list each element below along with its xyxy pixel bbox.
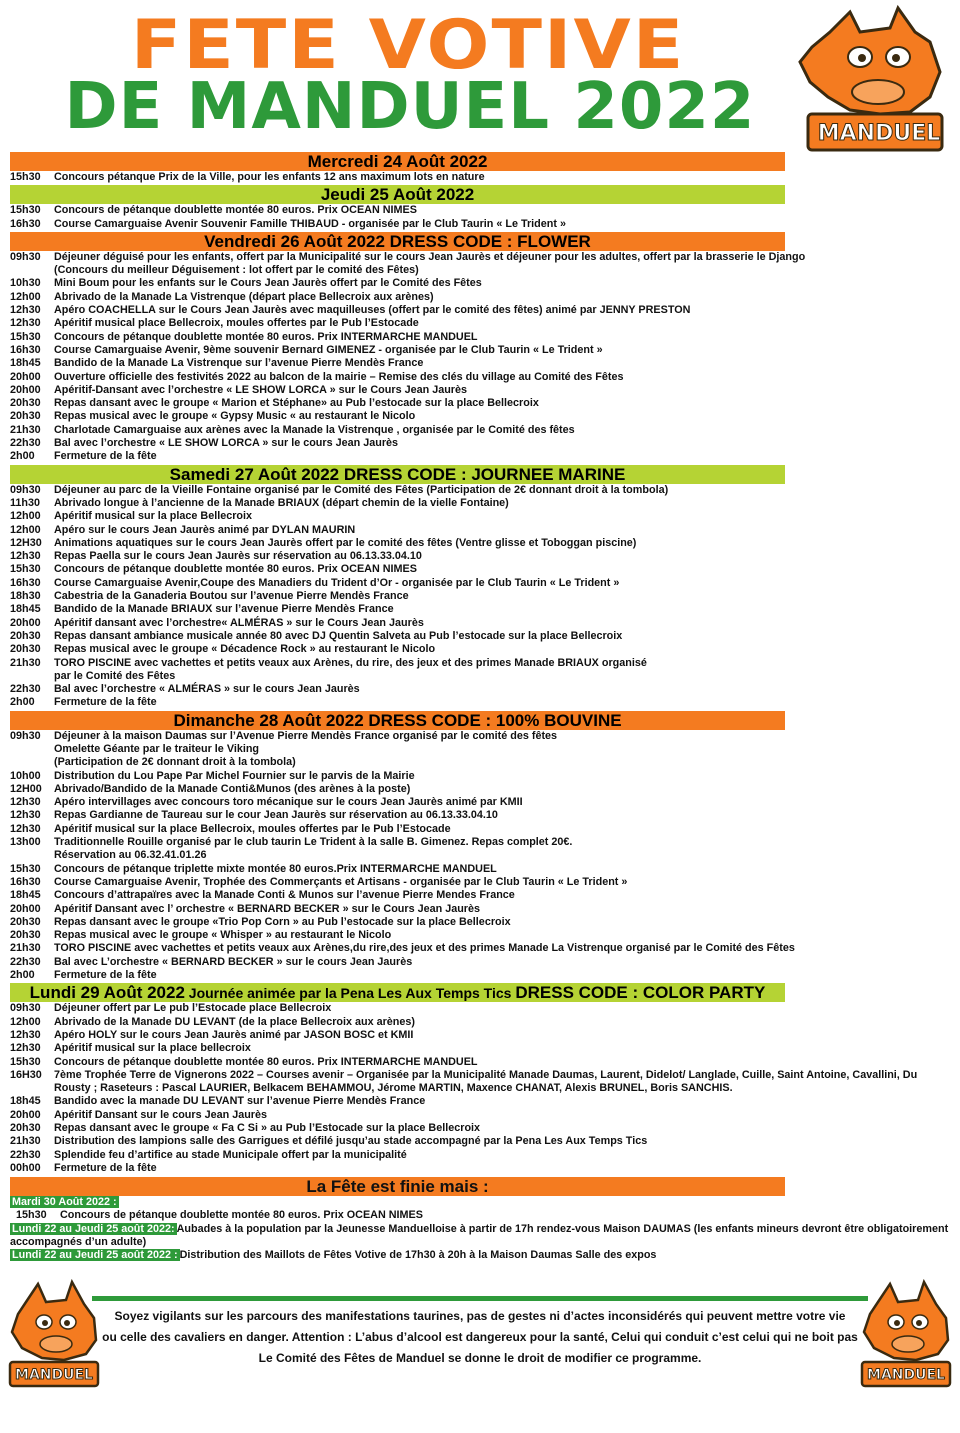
event-row — [10, 1095, 950, 1108]
event-text: Apéritif Dansant sur le cours Jean Jaurès — [54, 1108, 268, 1121]
event-row — [10, 1029, 950, 1042]
event-time: 10h30 — [10, 277, 41, 290]
event-time — [10, 264, 54, 277]
day-header — [10, 185, 785, 204]
event-text: Déjeuner déguisé pour les enfants, offert par la Municipalité sur le cours Jean Jaurès et déjeuner pour les adultes, offert par la brasserie le Django — [54, 250, 806, 263]
finale-text: Distribution des Maillots de Fêtes Votive de 17h30 à 20h à la Maison Daumas Salle des expos — [179, 1249, 657, 1262]
event-row — [10, 809, 950, 822]
event-time: 15h30 — [10, 204, 41, 217]
event-row — [10, 1002, 950, 1015]
event-row — [10, 1209, 950, 1222]
event-time: 22h30 — [10, 1148, 41, 1161]
event-row — [10, 384, 950, 397]
event-text: Apéritif Dansant avec l’ orchestre « BERNARD BECKER » sur le Cours Jean Jaurès — [54, 902, 481, 915]
event-time: 09h30 — [10, 483, 41, 496]
event-text: Bandido de la Manade La Vistrenque sur l’avenue Pierre Mendès France — [54, 357, 424, 370]
event-row — [10, 550, 950, 563]
event-row — [10, 849, 950, 862]
event-row — [10, 683, 950, 696]
event-text: Course Camarguaise Avenir,Coupe des Manadiers du Trident d’Or - organisée par le Club Taurin « Le Trident » — [54, 576, 620, 589]
event-time: 21h30 — [10, 942, 41, 955]
event-row — [10, 304, 950, 317]
event-row — [10, 437, 950, 450]
event-time: 12h30 — [10, 304, 41, 317]
event-text: Ouverture officielle des festivités 2022 au balcon de la mairie – Remise des clés du village au Comité des Fêtes — [54, 370, 624, 383]
day-header — [10, 232, 785, 251]
day-dress-code: DRESS CODE : COLOR PARTY — [515, 983, 766, 1003]
event-text: Concours de pétanque doublette montée 80 euros. Prix OCEAN NIMES — [54, 563, 417, 576]
event-text: Abrivado de la Manade DU LEVANT (de la place Bellecroix aux arènes) — [54, 1015, 416, 1028]
event-row — [10, 863, 950, 876]
day-title: Samedi 27 Août 2022 DRESS CODE : JOURNEE MARINE — [169, 464, 626, 484]
event-row — [10, 1149, 950, 1162]
event-time: 15h30 — [10, 862, 41, 875]
event-time: 22h30 — [10, 437, 41, 450]
event-text: par le Comité des Fêtes — [54, 669, 176, 682]
event-time: 12h30 — [10, 822, 41, 835]
event-time: 12h00 — [10, 290, 41, 303]
event-row — [10, 397, 950, 410]
finale-date-label: Lundi 22 au Jeudi 25 août 2022: — [12, 1222, 175, 1235]
event-row — [10, 670, 950, 683]
event-time: 20h30 — [10, 643, 41, 656]
event-time: 15h30 — [10, 330, 41, 343]
event-time: 18h30 — [10, 590, 41, 603]
event-row — [10, 969, 950, 982]
event-time: 20h00 — [10, 370, 41, 383]
event-time: 12H00 — [10, 782, 42, 795]
event-row — [10, 317, 950, 330]
event-row — [10, 696, 950, 709]
event-row — [10, 357, 950, 370]
event-time: 16h30 — [10, 875, 41, 888]
day-title: Lundi 29 Août 2022 — [29, 983, 185, 1003]
event-row — [10, 497, 950, 510]
event-text: Repas musical avec le groupe « Gypsy Music « au restaurant le Nicolo — [54, 410, 416, 423]
event-time: 20h30 — [10, 929, 41, 942]
event-text: Concours pétanque Prix de la Ville, pour les enfants 12 ans maximum lots en nature — [54, 171, 485, 183]
finale-date-label: Mardi 30 Août 2022 : — [12, 1196, 117, 1209]
event-text: Concours de pétanque doublette montée 80 euros. Prix OCEAN NIMES — [54, 204, 417, 217]
event-row — [10, 264, 950, 277]
event-time: 12h30 — [10, 1028, 41, 1041]
event-text: Bal avec l’orchestre « LE SHOW LORCA » sur le cours Jean Jaurès — [54, 437, 399, 450]
event-row — [10, 277, 950, 290]
bull-logo-bottom-left — [4, 1278, 104, 1388]
day-header — [10, 983, 785, 1002]
event-text: Course Camarguaise Avenir, Trophée des Commerçants et Artisans - organisée par le Club Taurin « Le Trident » — [54, 875, 628, 888]
event-time: 20h00 — [10, 616, 41, 629]
event-time: 12h30 — [10, 796, 41, 809]
event-text: Bandido de la Manade BRIAUX sur l’avenue Pierre Mendès France — [54, 603, 394, 616]
event-row — [10, 484, 950, 497]
event-text: Concours de pétanque doublette montée 80 euros. Prix INTERMARCHE MANDUEL — [54, 330, 478, 343]
event-time: 22h30 — [10, 955, 41, 968]
event-time: 15h30 — [10, 563, 41, 576]
event-time: 15h30 — [16, 1209, 47, 1222]
day-title: Vendredi 26 Août 2022 DRESS CODE : FLOWER — [204, 231, 591, 251]
event-text: Repas dansant ambiance musicale année 80 avec DJ Quentin Salveta au Pub l’estocade sur la place Bellecroix — [54, 629, 623, 642]
event-text: Abrivado de la Manade La Vistrenque (départ place Bellecroix aux arènes) — [54, 290, 434, 303]
program-list — [10, 151, 950, 1263]
event-time: 18h45 — [10, 603, 41, 616]
event-text: Apéro sur le cours Jean Jaurès animé par DYLAN MAURIN — [54, 523, 356, 536]
event-time: 20h00 — [10, 902, 41, 915]
event-row — [10, 563, 950, 576]
event-row — [10, 756, 950, 769]
event-row — [10, 1135, 950, 1148]
footer-divider — [92, 1296, 868, 1301]
event-time: 21h30 — [10, 1135, 41, 1148]
event-text: Apéritif-Dansant avec l’orchestre « LE SHOW LORCA » sur le Cours Jean Jaurès — [54, 383, 468, 396]
event-time: 20h30 — [10, 397, 41, 410]
event-text: Apéritif musical place Bellecroix, moules offertes par le Pub l’Estocade — [54, 317, 419, 330]
event-text: Abrivado longue à l’ancienne de la Manade BRIAUX (départ chemin de la vielle Fontaine) — [54, 496, 509, 509]
event-time: 21h30 — [10, 656, 41, 669]
event-text: Déjeuner au parc de la Vieille Fontaine organisé par le Comité des Fêtes (Participation de 2€ donnant droit à la tombola) — [54, 483, 669, 496]
event-row — [10, 630, 950, 643]
event-row — [10, 537, 950, 550]
event-text: Apéritif dansant avec l’orchestre« ALMÉRAS » sur le Cours Jean Jaurès — [54, 616, 424, 629]
event-row — [10, 823, 950, 836]
event-text: Traditionnelle Rouille organisé par le club taurin Le Trident à la salle B. Gimenez. Repas complet 20€. — [54, 836, 573, 849]
event-text: Bal avec l’orchestre « ALMÉRAS » sur le cours Jean Jaurès — [54, 683, 360, 696]
event-text: Apéritif musical sur la place bellecroix — [54, 1042, 251, 1055]
event-time: 13h00 — [10, 836, 41, 849]
event-time: 00h00 — [10, 1161, 41, 1174]
footer-line: Le Comité des Fêtes de Manduel se donne le droit de modifier ce programme. — [258, 1351, 702, 1365]
event-row — [10, 730, 950, 743]
event-row — [10, 1162, 950, 1175]
day-subtitle: Journée animée par la Pena Les Aux Temps Tics — [184, 985, 516, 1002]
event-row — [10, 510, 950, 523]
event-time: 12h30 — [10, 1042, 41, 1055]
poster-title-line2: DE MANDUEL 2022 — [64, 70, 756, 144]
event-row — [10, 1069, 950, 1096]
event-text: Charlotade Camarguaise aux arènes avec la Manade la Vistrenque , organisée par le Comité des fêtes — [54, 423, 575, 436]
event-row — [10, 1109, 950, 1122]
logo-text: MANDUEL — [867, 1367, 945, 1383]
event-row — [10, 424, 950, 437]
event-row — [10, 590, 950, 603]
event-time — [10, 743, 54, 756]
event-time: 12h00 — [10, 1015, 41, 1028]
event-text: Splendide feu d’artifice au stade Municipale offert par la municipalité — [54, 1148, 407, 1161]
event-text: Apéritif musical sur la place Bellecroix — [54, 510, 253, 523]
event-row — [10, 836, 950, 849]
event-time: 20h00 — [10, 383, 41, 396]
event-text: Apéro COACHELLA sur le Cours Jean Jaurès avec maquilleuses (offert par le comité des fêtes) animé par JENNY PRESTON — [54, 304, 691, 317]
event-text: Repas dansant avec le groupe « Fa C Si » au Pub l’Estocade sur la place Bellecroix — [54, 1122, 481, 1134]
event-row — [10, 291, 950, 304]
event-row — [10, 218, 950, 231]
footer-line: Soyez vigilants sur les parcours des manifestations taurines, pas de gestes ni d’actes inconsidérés qui peuvent mettre votre vie — [114, 1309, 846, 1323]
event-time: 20h00 — [10, 1108, 41, 1121]
event-text: Fermeture de la fête — [54, 969, 157, 982]
event-text: (Concours du meilleur Déguisement : lot offert par le comité des Fêtes) — [54, 264, 419, 277]
event-text: Distribution du Lou Pape Par Michel Fournier sur le parvis de la Mairie — [54, 769, 415, 782]
event-text: Course Camarguaise Avenir, 9ème souvenir Bernard GIMENEZ - organisée par le Club Taurin « Le Trident » — [54, 343, 603, 356]
event-text: Fermeture de la fête — [54, 450, 157, 463]
event-text: Déjeuner offert par Le pub l’Estocade place Bellecroix — [54, 1002, 332, 1015]
event-time: 12h00 — [10, 510, 41, 523]
event-time: 15h30 — [10, 1055, 41, 1068]
event-time: 15h30 — [10, 171, 41, 183]
event-time: 16h30 — [10, 343, 41, 356]
event-text: Bal avec L’orchestre « BERNARD BECKER » sur le cours Jean Jaurès — [54, 955, 413, 968]
event-text: Concours de pétanque doublette montée 80 euros. Prix OCEAN NIMES — [60, 1209, 423, 1222]
event-row — [10, 251, 950, 264]
event-row — [10, 916, 950, 929]
event-time: 22h30 — [10, 683, 41, 696]
event-time: 18h45 — [10, 1095, 41, 1108]
poster-title-line1: FETE VOTIVE — [130, 5, 686, 85]
event-time: 09h30 — [10, 250, 41, 263]
event-text: Abrivado/Bandido de la Manade Conti&Munos (des arènes à la poste) — [54, 782, 411, 795]
event-time: 09h30 — [10, 1002, 41, 1015]
finale-item — [10, 1196, 950, 1223]
day-title: Mercredi 24 Août 2022 — [307, 152, 488, 171]
finale-item — [10, 1223, 950, 1250]
event-text: Omelette Géante par le traiteur le Viking — [54, 742, 260, 755]
event-time: 12h30 — [10, 550, 41, 563]
event-time: 18h45 — [10, 889, 41, 902]
event-time: 20h30 — [10, 1122, 41, 1134]
event-time: 20h30 — [10, 410, 41, 423]
day-title: Jeudi 25 Août 2022 — [320, 185, 475, 205]
event-text: Concours d’attrapaïres avec la Manade Conti & Munos sur l’avenue Pierre Mendes France — [54, 889, 515, 902]
event-text: (Participation de 2€ donnant droit à la tombola) — [54, 756, 296, 769]
event-time — [10, 670, 54, 683]
bull-logo-top — [790, 2, 958, 152]
event-time: 20h30 — [10, 915, 41, 928]
event-row — [10, 1042, 950, 1055]
event-text: Mini Boum pour les enfants sur le Cours Jean Jaurès offert par le Comité des Fêtes — [54, 277, 482, 290]
event-time: 12h30 — [10, 809, 41, 822]
event-text: Réservation au 06.32.41.01.26 — [54, 849, 207, 862]
event-text: Repas musical avec le groupe « Décadence Rock » au restaurant le Nicolo — [54, 643, 436, 656]
event-row — [10, 956, 950, 969]
event-time: 21h30 — [10, 423, 41, 436]
event-row — [10, 796, 950, 809]
footer-notice — [100, 1306, 860, 1369]
event-row — [10, 204, 950, 217]
event-text: Concours de pétanque triplette mixte montée 80 euros.Prix INTERMARCHE MANDUEL — [54, 862, 497, 875]
logo-text: MANDUEL — [15, 1367, 93, 1383]
event-row — [10, 942, 950, 955]
event-text: TORO PISCINE avec vachettes et petits veaux aux Arènes,du rire,des jeux et des primes Manade La Vistrenque organisé par le Comité des Fêtes — [54, 942, 795, 955]
event-text: Bandido avec la manade DU LEVANT sur l’avenue Pierre Mendès France — [54, 1095, 426, 1108]
event-text: Fermeture de la fête — [54, 696, 157, 709]
event-text: Apéritif musical sur la place Bellecroix, moules offertes par le Pub l’Estocade — [54, 822, 451, 835]
bull-logo-bottom-right — [856, 1278, 956, 1388]
event-text: Fermeture de la fête — [54, 1161, 157, 1174]
day-header — [10, 465, 785, 484]
day-header — [10, 711, 785, 730]
event-row — [10, 929, 950, 942]
event-row — [10, 889, 950, 902]
event-text: 7ème Trophée Terre de Vignerons 2022 – Courses avenir – Organisée par la Municipalité Manade Daumas, Laurent, Didelot/ Langlade, Cuille, Saint Antoine, Cavallini, Du Rousty ; Raseteurs : Pascal LAURIER, Belkacem BEHAMMOU, Jérome MARTIN, Maxence CHANAT, Alexis BRUNEL, Boris SANCHIS. — [54, 1068, 918, 1095]
event-time: 16H30 — [10, 1068, 42, 1081]
logo-text: MANDUEL — [817, 121, 941, 146]
event-row — [10, 783, 950, 796]
event-time — [10, 756, 54, 769]
event-text: Concours de pétanque doublette montée 80 euros. Prix INTERMARCHE MANDUEL — [54, 1055, 478, 1068]
event-text: Repas Gardianne de Taureau sur le cour Jean Jaurès sur réservation au 06.13.33.04.10 — [54, 809, 498, 822]
finale-header: La Fête est finie mais : — [10, 1177, 785, 1196]
event-text: Apéro HOLY sur le cours Jean Jaurès animé par JASON BOSC et KMII — [54, 1028, 414, 1041]
event-row — [10, 171, 950, 184]
event-text: Repas Paella sur le cours Jean Jaurès sur réservation au 06.13.33.04.10 — [54, 550, 422, 563]
event-row — [10, 410, 950, 423]
event-row — [10, 344, 950, 357]
event-row — [10, 617, 950, 630]
event-row — [10, 577, 950, 590]
event-row — [10, 450, 950, 463]
event-row — [10, 643, 950, 656]
event-row — [10, 1016, 950, 1029]
event-time: 09h30 — [10, 729, 41, 742]
event-text: Repas dansant avec le groupe « Marion et Stéphane» au Pub l’estocade sur la place Bellecroix — [54, 397, 539, 410]
day-header — [10, 152, 785, 171]
event-time: 11h30 — [10, 496, 41, 509]
finale-date-label: Lundi 22 au Jeudi 25 août 2022 : — [12, 1249, 178, 1262]
event-row — [10, 1122, 950, 1135]
event-time: 2h00 — [10, 696, 35, 709]
event-text: Déjeuner à la maison Daumas sur l’Avenue Pierre Mendès France organisé par le comité des fêtes — [54, 729, 558, 742]
event-time: 2h00 — [10, 969, 35, 982]
event-text: Apéro intervillages avec concours toro mécanique sur le cours Jean Jaurès animé par KMII — [54, 796, 523, 809]
event-row — [10, 1056, 950, 1069]
event-time: 10h00 — [10, 769, 41, 782]
event-row — [10, 743, 950, 756]
event-time: 2h00 — [10, 450, 35, 463]
event-row — [10, 331, 950, 344]
finale-text: Aubades à la population par la Jeunesse Manduelloise à partir de 17h rendez-vous Maison DAUMAS (les enfants mineurs devront être obligatoirement accompagnés d’un adulte) — [10, 1222, 949, 1249]
event-row — [10, 603, 950, 616]
event-time: 12h00 — [10, 523, 41, 536]
event-time — [10, 849, 54, 862]
event-time: 16h30 — [10, 217, 41, 230]
event-time: 18h45 — [10, 357, 41, 370]
footer-line: ou celle des cavaliers en danger. Attention : L’abus d’alcool est dangereux pour la santé, Celui qui conduit c’est celui qui ne boit pas — [102, 1330, 858, 1344]
event-time: 20h30 — [10, 629, 41, 642]
event-row — [10, 657, 950, 670]
finale-item — [10, 1249, 950, 1262]
event-time: 12h30 — [10, 317, 41, 330]
event-text: Repas dansant avec le groupe «Trio Pop Corn » au Pub l’estocade sur la place Bellecroix — [54, 915, 511, 928]
event-row — [10, 524, 950, 537]
event-text: Cabestria de la Ganaderia Boutou sur l’avenue Pierre Mendès France — [54, 590, 409, 603]
event-row — [10, 371, 950, 384]
event-text: Animations aquatiques sur le cours Jean Jaurès offert par le comité des fêtes (Ventre glisse et Toboggan piscine) — [54, 536, 637, 549]
event-row — [10, 770, 950, 783]
event-text: Course Camarguaise Avenir Souvenir Famille THIBAUD - organisée par le Club Taurin « Le Trident » — [54, 217, 566, 230]
event-text: Repas musical avec le groupe « Whisper » au restaurant le Nicolo — [54, 929, 392, 942]
day-title: Dimanche 28 Août 2022 DRESS CODE : 100% BOUVINE — [173, 710, 622, 730]
event-text: TORO PISCINE avec vachettes et petits veaux aux Arènes, du rire, des jeux et des primes Manade BRIAUX organisé — [54, 656, 647, 669]
event-row — [10, 903, 950, 916]
event-time: 12H30 — [10, 536, 42, 549]
event-time: 16h30 — [10, 576, 41, 589]
event-row — [10, 876, 950, 889]
event-text: Distribution des lampions salle des Garrigues et défilé jusqu’au stade accompagné par la Pena Les Aux Temps Tics — [54, 1135, 648, 1148]
